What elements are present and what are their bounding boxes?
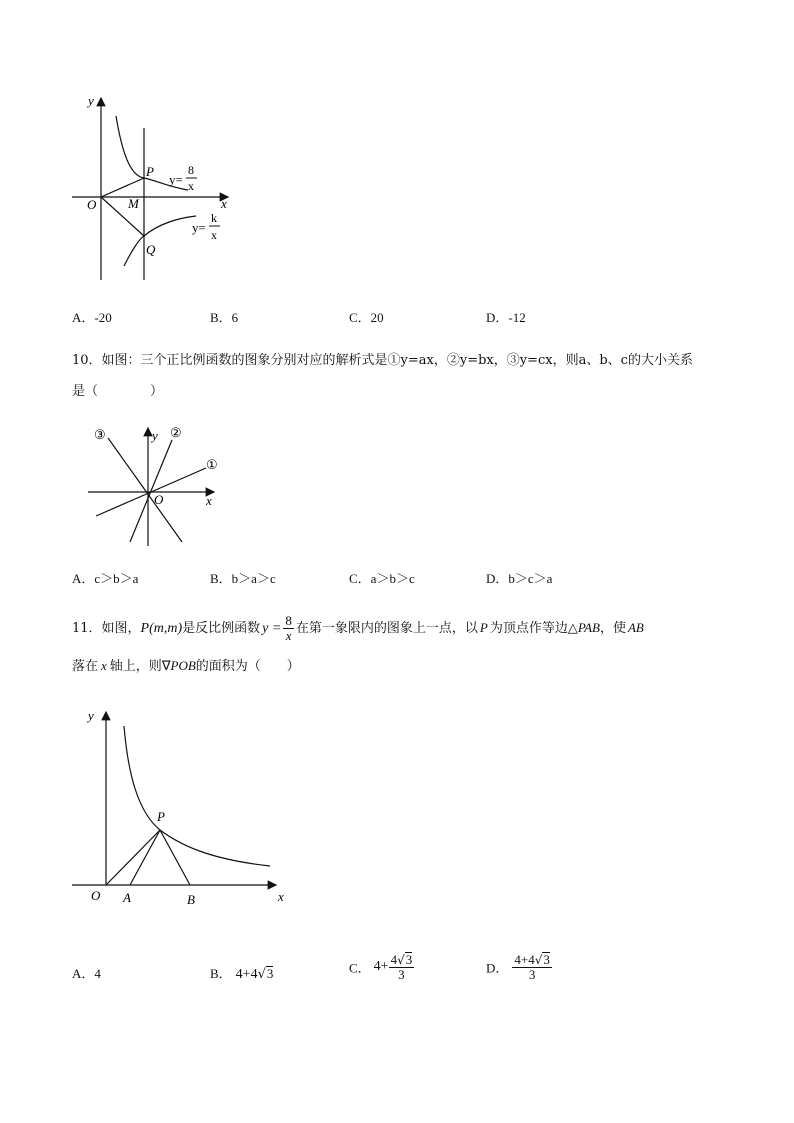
y-axis-label: y bbox=[88, 93, 94, 108]
sqrt-symbol: √ bbox=[257, 967, 266, 982]
q11-option-b-expr: 4+4 bbox=[235, 967, 258, 982]
q11-text2: 在第一象限内的图象上一点，以 bbox=[295, 621, 478, 636]
point-m-label: M bbox=[128, 196, 139, 211]
q9-option-c[interactable]: C．20 bbox=[349, 310, 384, 325]
q11-eq-fraction bbox=[283, 614, 294, 643]
q11-text3: 为顶点作等边△ bbox=[489, 621, 578, 636]
q10-figure bbox=[86, 422, 236, 552]
q11-text1: 是反比例函数 bbox=[182, 621, 261, 636]
q11-figure bbox=[66, 704, 296, 914]
q11-line2-c: 的面积为（ ） bbox=[195, 659, 300, 674]
x-axis-label: x bbox=[221, 196, 227, 211]
q11-text4: ，使 bbox=[599, 621, 626, 636]
q11-option-b-root: 3 bbox=[266, 966, 274, 981]
q11-option-c[interactable] bbox=[349, 952, 414, 982]
c-num-root: 3 bbox=[405, 952, 413, 967]
segment-op bbox=[106, 830, 160, 885]
q11-pob: POB bbox=[170, 658, 196, 673]
q11-option-c-label: C． bbox=[349, 960, 371, 976]
q11-option-d-fraction bbox=[512, 952, 552, 982]
y-axis-label: y bbox=[152, 428, 158, 443]
q11-ab: AB bbox=[627, 620, 644, 635]
q11-triangle-symbol: ∇ bbox=[161, 659, 171, 674]
q10-option-b[interactable]: B．b＞a＞c bbox=[210, 571, 276, 586]
q11-option-c-lead: 4+ bbox=[373, 959, 389, 974]
x-axis-label: x bbox=[278, 889, 284, 904]
line-2-label: ② bbox=[170, 425, 182, 440]
sqrt-symbol: √ bbox=[534, 953, 543, 967]
origin-label: O bbox=[87, 197, 97, 212]
point-b-label: B bbox=[187, 892, 195, 907]
line-2 bbox=[130, 440, 172, 542]
curve-y-k-over-x bbox=[124, 216, 196, 266]
segment-op bbox=[101, 178, 144, 197]
q11-point: P(m,m) bbox=[140, 621, 183, 636]
q11-p: P bbox=[479, 620, 488, 635]
q9-figure bbox=[66, 90, 246, 290]
curve1-numerator: 8 bbox=[188, 163, 194, 177]
q11-option-c-fraction bbox=[389, 952, 415, 982]
x-axis-label: x bbox=[206, 493, 212, 508]
q11-option-d[interactable] bbox=[486, 952, 552, 982]
q11-eq-denominator: x bbox=[285, 628, 292, 643]
q11-option-d-label: D． bbox=[486, 960, 509, 976]
point-a-label: A bbox=[123, 890, 131, 905]
q10-option-c[interactable]: C．a＞b＞c bbox=[349, 571, 415, 586]
point-p-label: P bbox=[146, 164, 154, 179]
line-3 bbox=[108, 438, 182, 542]
curve2-prefix: y= bbox=[192, 220, 206, 235]
q11-eq-numerator: 8 bbox=[285, 613, 292, 628]
line-3-label: ③ bbox=[94, 427, 106, 442]
q11-option-d-denominator: 3 bbox=[528, 967, 536, 982]
q11-pab: PAB bbox=[577, 620, 600, 635]
origin-label: O bbox=[154, 492, 164, 507]
q9-option-a[interactable]: A．-20 bbox=[72, 310, 112, 325]
q11-option-b[interactable] bbox=[210, 963, 273, 983]
q11-line2-a: 落在 bbox=[72, 659, 99, 674]
q11-option-c-numerator bbox=[389, 952, 415, 968]
q11-eq-lhs: y = bbox=[262, 621, 282, 636]
q10-stem-line2: 是（ ） bbox=[72, 384, 164, 399]
q11-option-a[interactable]: A．4 bbox=[72, 966, 101, 981]
q11-option-d-numerator bbox=[512, 952, 552, 968]
q10-stem-line1: 10．如图：三个正比例函数的图象分别对应的解析式是①y=ax，②y=bx，③y=cx，则a、b、c的大小关系 bbox=[72, 353, 693, 368]
point-p-label: P bbox=[157, 809, 165, 824]
segment-pa bbox=[130, 830, 160, 885]
segment-pb bbox=[160, 830, 190, 885]
curve1-prefix: y= bbox=[169, 172, 183, 187]
q9-option-d[interactable]: D．-12 bbox=[486, 310, 526, 325]
q11-option-c-denominator: 3 bbox=[398, 967, 405, 982]
y-axis-label: y bbox=[88, 708, 94, 723]
q11-option-b-label: B． bbox=[210, 966, 232, 981]
d-num-root: 3 bbox=[543, 952, 550, 967]
q11-number: 11．如图， bbox=[72, 621, 141, 636]
q11-line2-b: 轴上，则 bbox=[109, 659, 162, 674]
curve2-numerator: k bbox=[211, 211, 217, 225]
curve1-denominator: x bbox=[188, 179, 194, 193]
c-num-lead: 4 bbox=[390, 952, 398, 967]
q11-x: x bbox=[101, 658, 107, 673]
q11-stem-line1 bbox=[72, 613, 644, 644]
point-q-label: Q bbox=[146, 242, 156, 257]
q11-stem-line2 bbox=[72, 656, 300, 677]
q9-option-b[interactable]: B．6 bbox=[210, 310, 239, 325]
line-1-label: ① bbox=[206, 457, 218, 472]
q10-option-d[interactable]: D．b＞c＞a bbox=[486, 571, 553, 586]
curve2-denominator: x bbox=[211, 228, 217, 242]
sqrt-symbol: √ bbox=[397, 953, 405, 967]
d-num-lead: 4+4 bbox=[514, 952, 535, 967]
origin-label: O bbox=[91, 888, 101, 903]
q10-option-a[interactable]: A．c＞b＞a bbox=[72, 571, 139, 586]
